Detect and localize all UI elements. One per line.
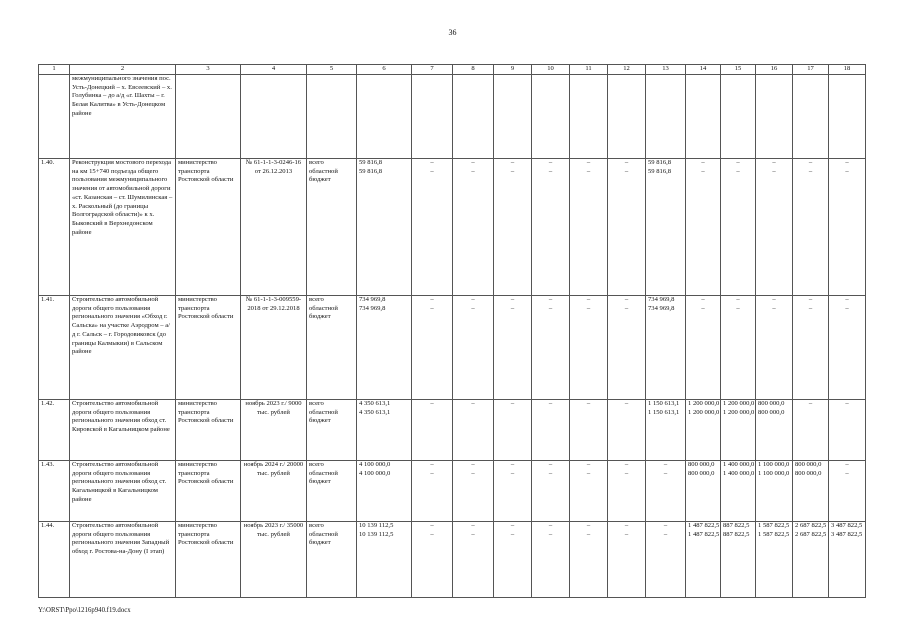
- amount-value: 1 487 822,5: [688, 531, 720, 538]
- amount-value: –: [624, 159, 629, 166]
- row-name: межмуниципального значения пос. Усть-Донецкий – х. Евсеевский – х. Голубинка – до а/д «г. Шахты – г. Белая Калитва» в Усть-Донецком районе: [70, 75, 176, 159]
- table-row: [39, 522, 866, 598]
- amount-value: –: [430, 461, 434, 468]
- amount-value: –: [663, 522, 668, 529]
- amount-value: –: [586, 461, 591, 468]
- amount-cell: [412, 159, 453, 296]
- amount-value: –: [808, 296, 813, 303]
- amount-cell: [829, 461, 866, 522]
- continuation-row: [39, 75, 866, 159]
- amount-value: –: [548, 305, 553, 312]
- amount-cell: [608, 159, 646, 296]
- amount-cell: [532, 296, 570, 400]
- amount-value: –: [736, 296, 740, 303]
- header-cell: 5: [307, 65, 357, 75]
- amount-value: 2 687 822,5: [795, 531, 827, 538]
- amount-value: –: [772, 168, 776, 175]
- amount-value: 59 816,8: [359, 168, 383, 175]
- amount-value: 4 350 613,1: [359, 409, 391, 416]
- amount-value: [795, 409, 826, 418]
- amount-cell: [686, 296, 721, 400]
- amount-cell: [357, 159, 412, 296]
- row-name: Строительство автомобильной дороги общего пользования регионального значения обход ст. Кировской в Кагальницком районе: [70, 400, 176, 461]
- amount-value: 1 400 000,0: [723, 461, 755, 468]
- amount-value: –: [663, 531, 668, 538]
- funding-source: всего: [309, 296, 324, 303]
- amount-value: –: [548, 159, 553, 166]
- funding-source: всего: [309, 461, 324, 468]
- amount-cell: [829, 296, 866, 400]
- amount-cell: [412, 461, 453, 522]
- amount-value: –: [772, 296, 776, 303]
- header-cell: 2: [70, 65, 176, 75]
- amount-value: 887 822,5: [723, 522, 750, 529]
- amount-value: 4 350 613,1: [359, 400, 391, 407]
- amount-value: 1 150 613,1: [648, 400, 680, 407]
- amount-cell: [756, 522, 793, 598]
- header-cell: 9: [494, 65, 532, 75]
- amount-value: –: [845, 461, 849, 468]
- row-source: [307, 159, 357, 296]
- row-number: 1.40.: [39, 159, 70, 296]
- amount-cell: [756, 400, 793, 461]
- amount-value: –: [663, 470, 668, 477]
- amount-value: –: [471, 400, 475, 407]
- amount-value: 1 587 822,5: [758, 531, 790, 538]
- amount-cell: [608, 522, 646, 598]
- row-number: 1.42.: [39, 400, 70, 461]
- amount-value: 734 969,8: [359, 296, 386, 303]
- amount-value: 59 816,8: [648, 168, 672, 175]
- amount-value: –: [430, 159, 434, 166]
- amount-value: 1 200 000,0: [723, 409, 755, 416]
- amount-cell: [646, 461, 686, 522]
- amount-cell: [532, 461, 570, 522]
- header-cell: 13: [646, 65, 686, 75]
- amount-value: 800 000,0: [795, 470, 822, 477]
- row-source: [307, 296, 357, 400]
- amount-value: –: [548, 296, 553, 303]
- amount-value: –: [548, 400, 553, 407]
- amount-cell: [412, 296, 453, 400]
- amount-value: –: [430, 168, 434, 175]
- amount-cell: [494, 159, 532, 296]
- header-cell: 8: [453, 65, 494, 75]
- amount-value: –: [471, 168, 475, 175]
- amount-value: 734 969,8: [648, 296, 675, 303]
- amount-value: [831, 409, 863, 418]
- amount-value: 2 687 822,5: [795, 522, 827, 529]
- amount-value: –: [510, 531, 515, 538]
- amount-value: –: [845, 470, 849, 477]
- amount-value: –: [624, 531, 629, 538]
- row-source: [307, 461, 357, 522]
- amount-value: –: [586, 531, 591, 538]
- amount-value: –: [548, 461, 553, 468]
- row-source: [307, 522, 357, 598]
- header-cell: 4: [241, 65, 307, 75]
- amount-value: –: [586, 470, 591, 477]
- row-executor: министерство транспорта Ростовской области: [176, 296, 241, 400]
- amount-value: –: [430, 305, 434, 312]
- amount-value: 734 969,8: [648, 305, 675, 312]
- amount-cell: [357, 296, 412, 400]
- amount-value: 10 139 112,5: [359, 522, 394, 529]
- amount-value: 1 200 000,0: [688, 400, 720, 407]
- amount-cell: [793, 400, 829, 461]
- amount-cell: [793, 461, 829, 522]
- amount-value: –: [548, 470, 553, 477]
- amount-value: 800 000,0: [688, 470, 715, 477]
- row-document: ноябрь 2023 г./ 35000 тыс. рублей: [241, 522, 307, 598]
- amount-value: –: [586, 400, 591, 407]
- amount-value: –: [548, 531, 553, 538]
- amount-value: –: [624, 461, 629, 468]
- row-source: [307, 400, 357, 461]
- amount-value: –: [772, 305, 776, 312]
- amount-cell: [829, 522, 866, 598]
- amount-value: –: [772, 159, 776, 166]
- amount-value: –: [510, 470, 515, 477]
- amount-value: –: [845, 168, 849, 175]
- amount-cell: [494, 522, 532, 598]
- amount-cell: [357, 522, 412, 598]
- amount-value: 1 100 000,0: [758, 461, 790, 468]
- header-cell: 6: [357, 65, 412, 75]
- amount-value: –: [430, 470, 434, 477]
- amount-value: 1 400 000,0: [723, 470, 755, 477]
- amount-cell: [357, 461, 412, 522]
- amount-value: [455, 409, 491, 418]
- amount-value: –: [510, 305, 515, 312]
- amount-value: –: [624, 168, 629, 175]
- amount-value: –: [510, 522, 515, 529]
- row-name: Строительство автомобильной дороги общего пользования регионального значения «Обход г. Сальска» на участке Аэродром – а/д г. Сальск – г. Городовиковск (до границы Калмыкии) в Сальском районе: [70, 296, 176, 400]
- row-number: 1.41.: [39, 296, 70, 400]
- amount-cell: [608, 400, 646, 461]
- amount-value: 59 816,8: [359, 159, 383, 166]
- row-executor: министерство транспорта Ростовской области: [176, 159, 241, 296]
- row-name: Строительство автомобильной дороги общего пользования регионального значения Западный обход г. Ростова-на-Дону (I этап): [70, 522, 176, 598]
- amount-value: –: [808, 400, 813, 407]
- budget-table: [38, 64, 866, 598]
- amount-cell: [412, 400, 453, 461]
- amount-cell: [570, 159, 608, 296]
- row-document: № 61-1-1-3-0246-16 от 26.12.2013: [241, 159, 307, 296]
- amount-value: –: [845, 305, 849, 312]
- amount-cell: [756, 461, 793, 522]
- amount-cell: [494, 461, 532, 522]
- amount-cell: [829, 400, 866, 461]
- header-cell: 11: [570, 65, 608, 75]
- funding-source: всего: [309, 159, 324, 166]
- table-row: [39, 159, 866, 296]
- header-cell: 3: [176, 65, 241, 75]
- amount-value: 1 487 822,5: [688, 522, 720, 529]
- amount-value: –: [548, 168, 553, 175]
- amount-value: –: [471, 470, 475, 477]
- amount-cell: [686, 461, 721, 522]
- amount-value: –: [845, 159, 849, 166]
- amount-cell: [453, 296, 494, 400]
- row-executor: министерство транспорта Ростовской области: [176, 461, 241, 522]
- file-path-footer: Y:\ORST\Ppo\1216p940.f19.docx: [38, 607, 131, 614]
- amount-value: 1 200 000,0: [688, 409, 720, 416]
- amount-cell: [357, 400, 412, 461]
- amount-cell: [532, 400, 570, 461]
- amount-cell: [646, 522, 686, 598]
- header-cell: 16: [756, 65, 793, 75]
- amount-value: –: [510, 296, 515, 303]
- amount-value: –: [471, 531, 475, 538]
- amount-cell: [756, 296, 793, 400]
- amount-value: –: [510, 159, 515, 166]
- amount-value: 887 822,5: [723, 531, 750, 538]
- header-row: [39, 65, 866, 75]
- amount-value: 1 587 822,5: [758, 522, 790, 529]
- amount-value: –: [808, 305, 813, 312]
- amount-value: 1 100 000,0: [758, 470, 790, 477]
- funding-source: областной бюджет: [309, 408, 338, 425]
- amount-cell: [494, 400, 532, 461]
- amount-cell: [532, 159, 570, 296]
- amount-value: 1 150 613,1: [648, 409, 680, 416]
- amount-value: –: [586, 296, 591, 303]
- amount-cell: [412, 522, 453, 598]
- amount-value: –: [736, 305, 740, 312]
- amount-value: –: [471, 159, 475, 166]
- amount-value: –: [701, 305, 705, 312]
- amount-cell: [686, 522, 721, 598]
- amount-value: –: [471, 461, 475, 468]
- amount-value: –: [845, 400, 849, 407]
- amount-cell: [453, 159, 494, 296]
- amount-value: –: [471, 305, 475, 312]
- amount-value: 800 000,0: [688, 461, 715, 468]
- amount-cell: [608, 461, 646, 522]
- amount-value: [414, 409, 450, 418]
- funding-source: областной бюджет: [309, 167, 338, 184]
- amount-value: –: [663, 461, 668, 468]
- amount-cell: [721, 400, 756, 461]
- amount-cell: [453, 522, 494, 598]
- header-cell: 18: [829, 65, 866, 75]
- amount-value: –: [701, 168, 705, 175]
- funding-source: областной бюджет: [309, 469, 338, 486]
- amount-value: 800 000,0: [795, 461, 822, 468]
- header-cell: 14: [686, 65, 721, 75]
- amount-value: 800 000,0: [758, 400, 785, 407]
- header-cell: 17: [793, 65, 829, 75]
- amount-value: 1 200 000,0: [723, 400, 755, 407]
- amount-cell: [721, 522, 756, 598]
- amount-value: 10 139 112,5: [359, 531, 394, 538]
- amount-value: –: [430, 296, 434, 303]
- amount-value: –: [808, 159, 813, 166]
- amount-cell: [721, 159, 756, 296]
- amount-value: –: [471, 296, 475, 303]
- amount-cell: [646, 159, 686, 296]
- amount-cell: [793, 296, 829, 400]
- funding-source: всего: [309, 400, 324, 407]
- amount-value: –: [624, 296, 629, 303]
- amount-value: –: [586, 522, 591, 529]
- funding-source: областной бюджет: [309, 304, 338, 321]
- row-number: [39, 75, 70, 159]
- funding-source: областной бюджет: [309, 530, 338, 547]
- row-document: ноябрь 2024 г./ 20000 тыс. рублей: [241, 461, 307, 522]
- amount-value: –: [586, 305, 591, 312]
- amount-value: –: [510, 461, 515, 468]
- amount-cell: [570, 296, 608, 400]
- amount-cell: [494, 296, 532, 400]
- amount-value: 3 487 822,5: [831, 522, 863, 529]
- amount-value: 4 100 000,0: [359, 470, 391, 477]
- amount-value: 59 816,8: [648, 159, 672, 166]
- amount-cell: [829, 159, 866, 296]
- amount-cell: [570, 461, 608, 522]
- header-cell: 1: [39, 65, 70, 75]
- amount-value: –: [510, 400, 515, 407]
- amount-value: –: [430, 531, 434, 538]
- row-name: Строительство автомобильной дороги общего пользования регионального значения обход ст. Кагальницкой в Кагальницком районе: [70, 461, 176, 522]
- amount-value: [610, 409, 643, 418]
- amount-value: 734 969,8: [359, 305, 386, 312]
- amount-cell: [646, 296, 686, 400]
- header-cell: 15: [721, 65, 756, 75]
- amount-cell: [793, 522, 829, 598]
- amount-value: –: [586, 168, 591, 175]
- amount-value: –: [430, 522, 434, 529]
- row-name: Реконструкция мостового перехода на км 15+740 подъезда общего пользования межмуниципального значения от автомобильной дороги «ст. Казанская – ст. Шумилинская – х. Раскольный (до границы Волгоградской области)» к х. Быковский в Верхнедонском районе: [70, 159, 176, 296]
- amount-cell: [686, 159, 721, 296]
- header-cell: 12: [608, 65, 646, 75]
- amount-value: 4 100 000,0: [359, 461, 391, 468]
- amount-value: [496, 409, 529, 418]
- amount-value: –: [624, 470, 629, 477]
- page-number: 36: [448, 28, 457, 37]
- table-row: [39, 400, 866, 461]
- amount-cell: [570, 522, 608, 598]
- amount-value: –: [701, 159, 705, 166]
- amount-value: –: [624, 400, 629, 407]
- amount-value: –: [701, 296, 705, 303]
- amount-value: –: [471, 522, 475, 529]
- amount-cell: [570, 400, 608, 461]
- row-number: 1.44.: [39, 522, 70, 598]
- amount-value: [572, 409, 605, 418]
- amount-cell: [608, 296, 646, 400]
- amount-cell: [532, 522, 570, 598]
- amount-cell: [646, 400, 686, 461]
- table-row: [39, 296, 866, 400]
- amount-value: –: [845, 296, 849, 303]
- amount-value: –: [586, 159, 591, 166]
- amount-value: 3 487 822,5: [831, 531, 863, 538]
- amount-cell: [686, 400, 721, 461]
- amount-cell: [453, 400, 494, 461]
- amount-value: –: [624, 522, 629, 529]
- amount-value: –: [510, 168, 515, 175]
- amount-cell: [453, 461, 494, 522]
- row-executor: министерство транспорта Ростовской области: [176, 522, 241, 598]
- amount-value: –: [624, 305, 629, 312]
- amount-value: –: [430, 400, 434, 407]
- amount-value: –: [736, 168, 740, 175]
- amount-value: [534, 409, 567, 418]
- amount-cell: [721, 296, 756, 400]
- row-document: № 61-1-1-3-009559-2018 от 29.12.2018: [241, 296, 307, 400]
- header-cell: 10: [532, 65, 570, 75]
- amount-value: –: [808, 168, 813, 175]
- table-row: [39, 461, 866, 522]
- row-executor: министерство транспорта Ростовской области: [176, 400, 241, 461]
- amount-value: –: [736, 159, 740, 166]
- funding-source: всего: [309, 522, 324, 529]
- row-document: ноябрь 2023 г./ 9000 тыс. рублей: [241, 400, 307, 461]
- row-number: 1.43.: [39, 461, 70, 522]
- amount-cell: [756, 159, 793, 296]
- amount-value: –: [548, 522, 553, 529]
- header-cell: 7: [412, 65, 453, 75]
- amount-value: 800 000,0: [758, 409, 785, 416]
- amount-cell: [721, 461, 756, 522]
- amount-cell: [793, 159, 829, 296]
